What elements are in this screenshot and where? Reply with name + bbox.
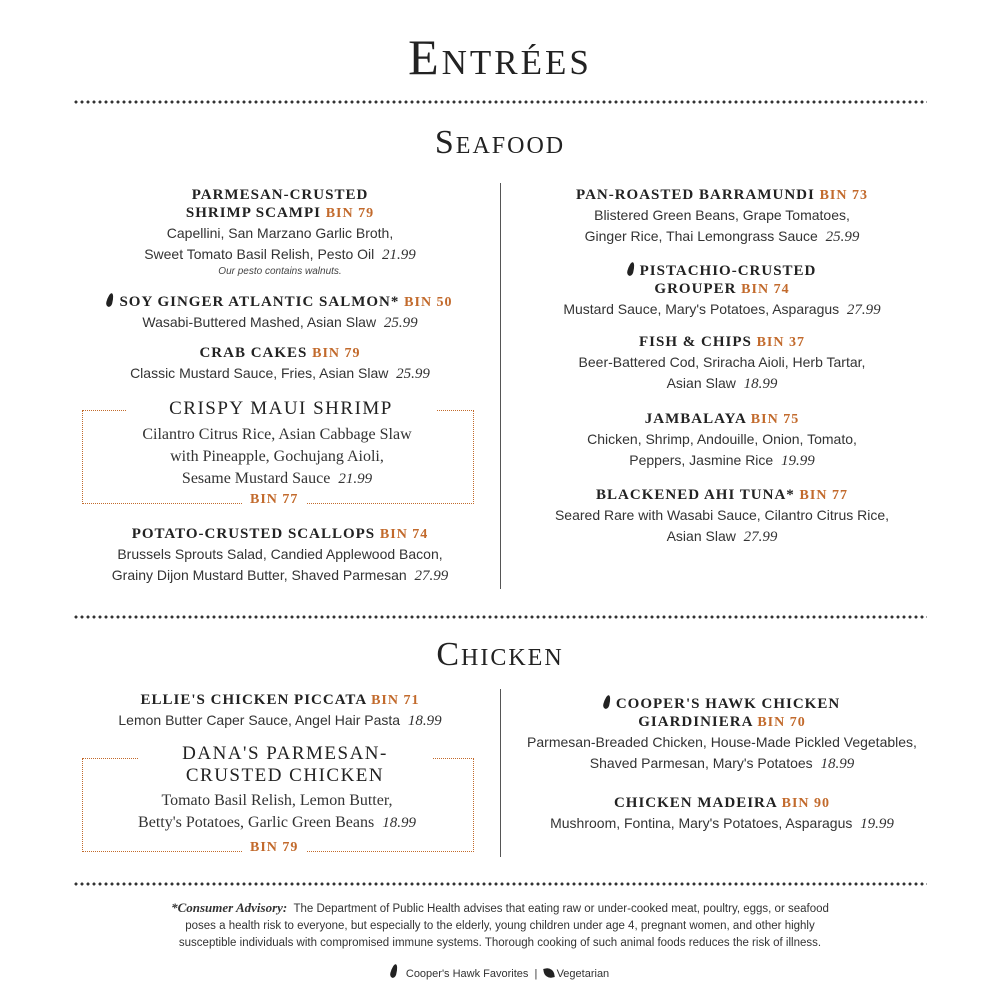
bin-label: BIN 79 <box>325 206 375 221</box>
item-name: PARMESAN-CRUSTED <box>191 187 369 203</box>
item-price: 25.99 <box>383 315 418 331</box>
item-name: SHRIMP SCAMPI <box>185 205 321 221</box>
item-description: Wasabi-Buttered Mashed, Asian Slaw <box>142 314 377 330</box>
item-description: Chicken, Shrimp, Andouille, Onion, Tomato, <box>587 431 857 447</box>
item-name: SOY GINGER ATLANTIC SALMON* <box>119 294 400 310</box>
legend-separator: | <box>534 968 538 980</box>
item-description: Classic Mustard Sauce, Fries, Asian Slaw <box>130 365 389 381</box>
item-price: 27.99 <box>414 568 449 584</box>
page-title: Entrées <box>408 29 592 85</box>
item-name: COOPER'S HAWK CHICKEN <box>615 696 841 712</box>
item-description: Tomato Basil Relish, Lemon Butter, <box>161 792 393 809</box>
item-name: PISTACHIO-CRUSTED <box>639 263 817 279</box>
menu-item-shrimp-scampi <box>80 186 480 277</box>
dotted-divider <box>73 882 927 886</box>
bin-label: BIN 74 <box>379 527 429 542</box>
item-description: Grainy Dijon Mustard Butter, Shaved Parmesan <box>111 567 407 583</box>
item-description: Betty's Potatoes, Garlic Green Beans <box>138 814 375 831</box>
bin-label: BIN 70 <box>757 715 806 730</box>
item-description: Brussels Sprouts Salad, Candied Applewood Bacon, <box>117 546 443 562</box>
column-divider <box>500 689 501 857</box>
bin-label: BIN 75 <box>750 412 800 427</box>
menu-item-madeira <box>522 794 922 835</box>
menu-item-piccata <box>80 691 480 732</box>
item-price: 18.99 <box>820 756 855 772</box>
section-title-seafood: Seafood <box>434 124 566 161</box>
item-name: BLACKENED AHI TUNA* <box>596 487 795 503</box>
item-name: CRAB CAKES <box>199 345 308 361</box>
item-description: Beer-Battered Cod, Sriracha Aioli, Herb Tartar, <box>578 354 866 370</box>
item-name: CHICKEN MADEIRA <box>613 795 777 811</box>
bin-label: BIN 73 <box>819 188 868 203</box>
item-name: CRUSTED CHICKEN <box>185 765 385 786</box>
bin-label: BIN 90 <box>781 796 831 811</box>
column-divider <box>500 183 501 589</box>
bin-label: BIN 79 <box>242 840 306 856</box>
item-name: FISH & CHIPS <box>638 334 752 350</box>
bin-label: BIN 71 <box>371 693 420 708</box>
item-price: 19.99 <box>780 453 815 469</box>
menu-item-fish-chips <box>522 333 922 395</box>
item-price: 25.99 <box>396 366 430 382</box>
item-name: ELLIE'S CHICKEN PICCATA <box>140 692 367 708</box>
item-description: Cilantro Citrus Rice, Asian Cabbage Slaw <box>142 426 412 443</box>
item-description: Sesame Mustard Sauce <box>181 470 331 487</box>
item-price: 19.99 <box>860 816 894 832</box>
item-name: POTATO-CRUSTED SCALLOPS <box>131 526 376 542</box>
bin-label: BIN 77 <box>242 492 306 508</box>
menu-item-salmon <box>80 293 480 334</box>
item-name: GIARDINIERA <box>638 714 753 730</box>
item-description: Shaved Parmesan, Mary's Potatoes <box>589 755 813 771</box>
bin-label: BIN 77 <box>799 488 848 503</box>
item-description: Sweet Tomato Basil Relish, Pesto Oil <box>144 246 375 262</box>
feather-icon <box>106 292 115 307</box>
item-description: Asian Slaw <box>666 375 736 391</box>
menu-item-grouper <box>522 262 922 321</box>
item-price: 18.99 <box>743 376 778 392</box>
item-description: Parmesan-Breaded Chicken, House-Made Pickled Vegetables, <box>527 734 917 750</box>
icon-legend <box>0 964 1000 980</box>
item-description: Lemon Butter Caper Sauce, Angel Hair Pasta <box>118 712 401 728</box>
featured-item-title <box>138 743 432 787</box>
feather-icon <box>602 694 611 709</box>
menu-item-crab-cakes <box>80 344 480 385</box>
menu-item-dana-chicken <box>82 790 472 834</box>
item-price: 27.99 <box>743 529 778 545</box>
advisory-text: The Department of Public Health advises that eating raw or under-cooked meat, poultry, eggs, or seafood poses a health risk to everyone, but especially to the elderly, young children under age 4, pregnant women, and other highly susceptible individuals with compromised immune systems. Thorough cooking of such animal foods reduces the risk of illness. <box>178 903 829 949</box>
menu-item-ahi-tuna <box>522 486 922 548</box>
feather-icon <box>389 963 398 978</box>
item-price: 18.99 <box>382 815 416 831</box>
item-price: 21.99 <box>382 247 416 263</box>
section-title-chicken: Chicken <box>436 636 564 673</box>
leaf-icon <box>543 967 555 979</box>
item-name: CRISPY MAUI SHRIMP <box>126 398 436 420</box>
feather-icon <box>626 261 635 276</box>
menu-item-scallops <box>80 525 480 587</box>
item-price: 21.99 <box>338 471 373 487</box>
menu-item-barramundi <box>522 186 922 248</box>
item-note: Our pesto contains walnuts. <box>218 266 342 277</box>
consumer-advisory <box>160 899 840 952</box>
item-name: PAN-ROASTED BARRAMUNDI <box>576 187 815 203</box>
legend-vegetarian: Vegetarian <box>556 968 610 980</box>
bin-label: BIN 37 <box>756 335 805 350</box>
item-description: Mustard Sauce, Mary's Potatoes, Asparagus <box>563 301 840 317</box>
item-name: DANA'S PARMESAN- <box>182 743 388 764</box>
dotted-divider <box>73 100 927 104</box>
advisory-label: *Consumer Advisory: <box>171 900 288 915</box>
item-price: 27.99 <box>846 302 881 318</box>
bin-label: BIN 74 <box>741 282 790 297</box>
item-description: Blistered Green Beans, Grape Tomatoes, <box>594 207 850 223</box>
item-price: 25.99 <box>825 229 860 245</box>
item-description: Capellini, San Marzano Garlic Broth, <box>166 225 394 241</box>
item-name: GROUPER <box>654 281 737 297</box>
item-name: JAMBALAYA <box>644 411 747 427</box>
dotted-divider <box>73 615 927 619</box>
bin-label: BIN 79 <box>312 346 361 361</box>
legend-favorites: Cooper's Hawk Favorites <box>405 968 529 980</box>
menu-item-giardiniera <box>522 695 922 775</box>
item-description: Ginger Rice, Thai Lemongrass Sauce <box>584 228 818 244</box>
bin-label: BIN 50 <box>404 295 453 310</box>
menu-item-jambalaya <box>522 410 922 472</box>
item-description: Seared Rare with Wasabi Sauce, Cilantro Citrus Rice, <box>554 507 890 523</box>
menu-item-maui-shrimp <box>82 424 472 490</box>
item-description: Peppers, Jasmine Rice <box>629 452 774 468</box>
item-description: with Pineapple, Gochujang Aioli, <box>170 448 384 465</box>
item-description: Mushroom, Fontina, Mary's Potatoes, Asparagus <box>550 815 853 831</box>
item-price: 18.99 <box>407 713 442 729</box>
item-description: Asian Slaw <box>666 528 736 544</box>
